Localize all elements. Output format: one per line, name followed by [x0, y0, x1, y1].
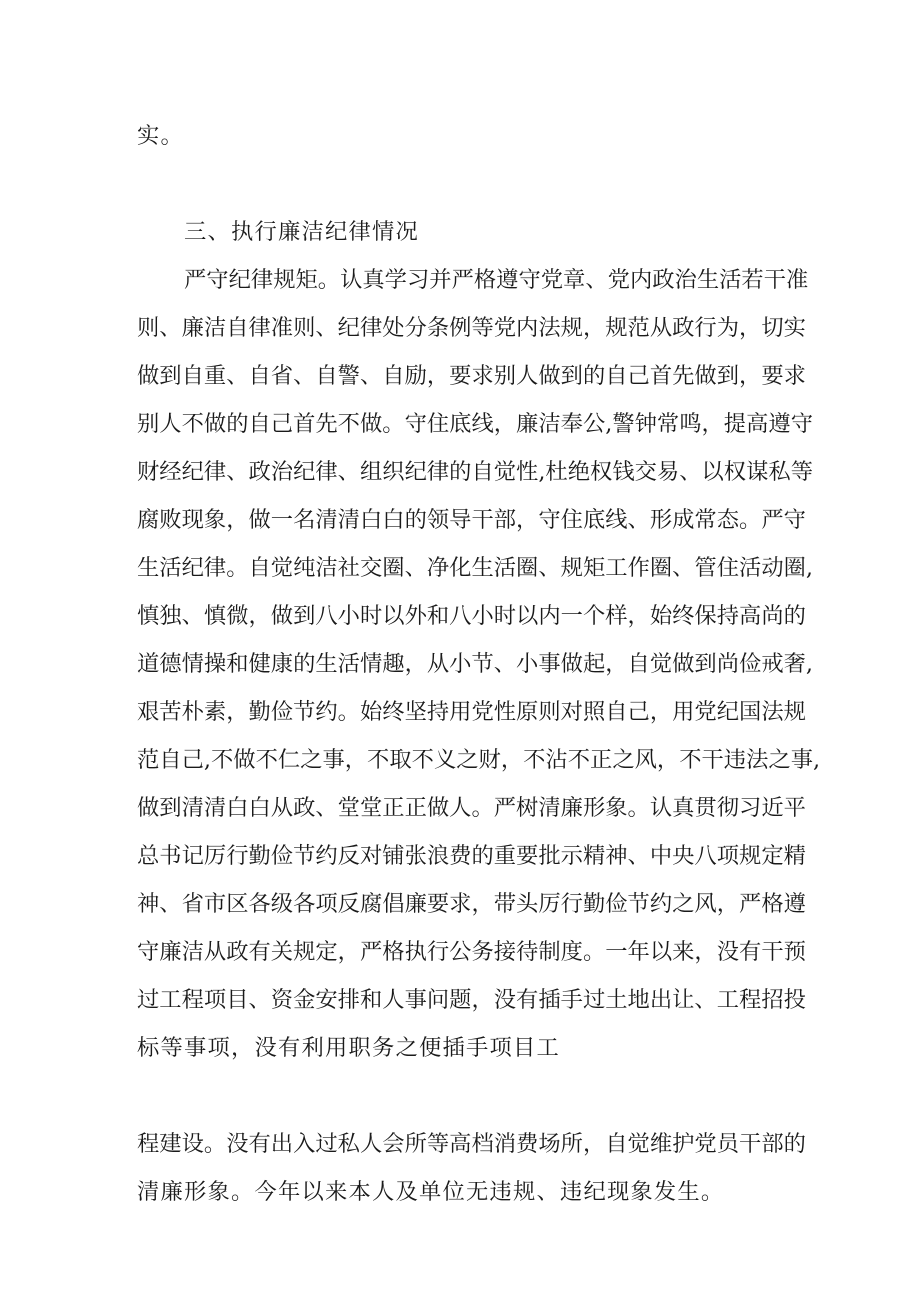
- text-line: 慎独、慎微，做到八小时以外和八小时以内一个样，始终保持高尚的: [137, 603, 806, 629]
- text-line: 做到清清白白从政、堂堂正正做人。严树清廉形象。认真贯彻习近平: [137, 795, 806, 821]
- text-line: 严守纪律规矩。认真学习并严格遵守党章、党内政治生活若干准: [184, 267, 809, 293]
- text-line: 程建设。没有出入过私人会所等高档消费场所，自觉维护党员干部的: [137, 1131, 806, 1157]
- section-heading: 三、执行廉洁纪律情况: [184, 219, 419, 245]
- text-line: 做到自重、自省、自警、自励，要求别人做到的自己首先做到，要求: [137, 363, 806, 389]
- text-line: 标等事项，没有利用职务之便插手项目工: [137, 1035, 560, 1061]
- text-line: 过工程项目、资金安排和人事问题，没有插手过土地出让、工程招投: [137, 987, 806, 1013]
- text-line: 则、廉洁自律准则、纪律处分条例等党内法规，规范从政行为，切实: [137, 315, 806, 341]
- text-line: 生活纪律。自觉纯洁社交圈、净化生活圈、规矩工作圈、管住活动圈,: [137, 555, 813, 581]
- text-line: 范自己,不做不仁之事，不取不义之财，不沾不正之风，不干违法之事,: [137, 747, 821, 773]
- text-line: 艰苦朴素，勤俭节约。始终坚持用党性原则对照自己，用党纪国法规: [137, 699, 806, 725]
- text-line: 总书记厉行勤俭节约反对铺张浪费的重要批示精神、中央八项规定精: [137, 843, 806, 869]
- text-line: 神、省市区各级各项反腐倡廉要求，带头厉行勤俭节约之风，严格遵: [137, 891, 806, 917]
- text-line: 清廉形象。今年以来本人及单位无违规、违纪现象发生。: [137, 1179, 725, 1205]
- text-line: 守廉洁从政有关规定，严格执行公务接待制度。一年以来，没有干预: [137, 939, 806, 965]
- text-line: 别人不做的自己首先不做。守住底线，廉洁奉公,警钟常鸣，提高遵守: [137, 411, 813, 437]
- text-line: 腐败现象，做一名清清白白的领导干部，守住底线、形成常态。严守: [137, 507, 806, 533]
- text-line: 道德情操和健康的生活情趣，从小节、小事做起，自觉做到尚俭戒奢,: [137, 651, 813, 677]
- text-line: 财经纪律、政治纪律、组织纪律的自觉性,杜绝权钱交易、以权谋私等: [137, 459, 813, 485]
- text-line: 实。: [137, 123, 184, 149]
